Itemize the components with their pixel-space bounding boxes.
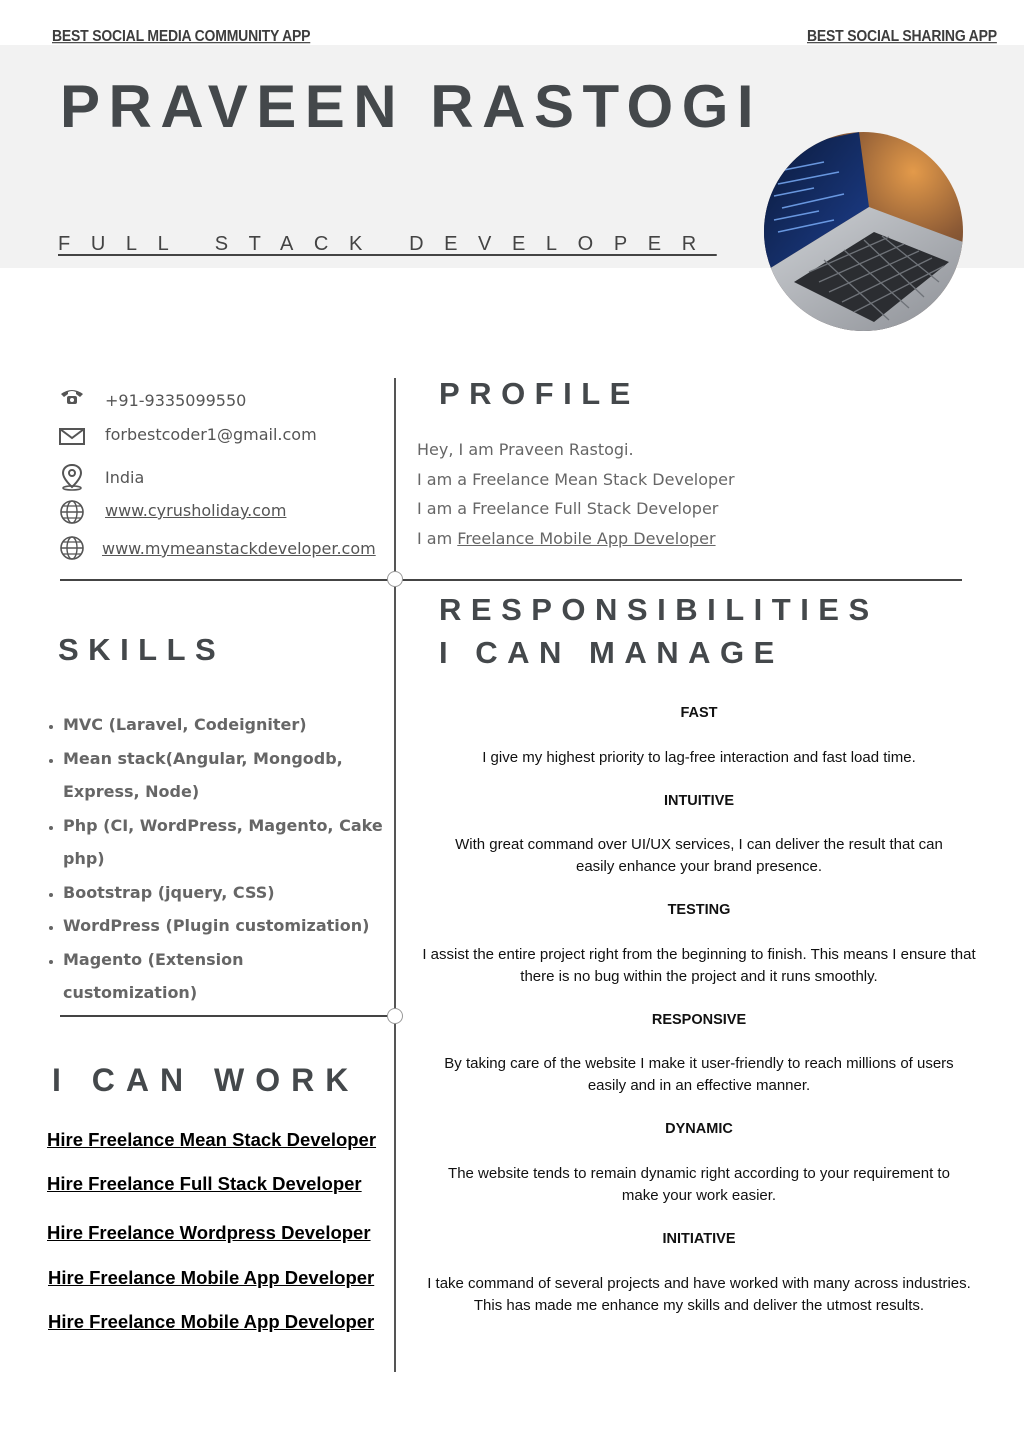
social-sharing-app-link[interactable]: BEST SOCIAL SHARING APP [807,26,997,45]
responsibility-title: FAST [680,705,718,721]
responsibility-title: RESPONSIVE [651,1012,747,1028]
profile-line: I am a Freelance Mean Stack Developer [417,470,735,489]
horizontal-divider-top [60,579,962,581]
phone-icon [59,386,85,412]
envelope-icon [59,426,85,452]
hire-mean-stack-link[interactable]: Hire Freelance Mean Stack Developer [47,1129,377,1150]
skill-item: • Magento (Extension customization) [63,943,383,1010]
hire-mobile-app-link[interactable]: Hire Freelance Mobile App Developer [48,1267,375,1288]
skills-heading: SKILLS [58,632,226,667]
profile-photo [764,132,963,331]
responsibility-text: With great command over UI/UX services, I can deliver the result that can easily enhance your brand presence. [455,836,943,875]
responsibility-text: By taking care of the website I make it user-friendly to reach millions of users easily and in an effective manner. [444,1055,954,1094]
hire-mobile-app-link-2[interactable]: Hire Freelance Mobile App Developer [48,1311,375,1332]
skill-item: • Mean stack(Angular, Mongodb, Express, Node) [63,742,383,809]
work-heading: I CAN WORK [52,1062,360,1098]
email-address[interactable]: forbestcoder1@gmail.com [105,425,317,444]
profile-line-prefix: I am [417,529,458,548]
profile-line [417,529,716,548]
responsibility-text: I assist the entire project right from the beginning to finish. This means I ensure that there is no bug within the project and it runs smoothly. [422,946,976,985]
responsibility-text: I give my highest priority to lag-free interaction and fast load time. [482,749,916,766]
globe-icon [59,499,85,525]
skill-item: • Bootstrap (jquery, CSS) [63,876,383,910]
responsibilities-heading: RESPONSIBILITIES [439,592,879,627]
map-pin-icon [59,463,85,489]
profile-line: I am a Freelance Full Stack Developer [417,499,719,518]
website-link-2[interactable]: www.mymeanstackdeveloper.com [102,539,376,558]
responsibility-title: INTUITIVE [663,793,735,809]
hire-wordpress-link[interactable]: Hire Freelance Wordpress Developer [47,1222,371,1243]
profile-line: Hey, I am Praveen Rastogi. [417,440,634,459]
phone-number: +91-9335099550 [105,391,247,410]
skill-item: • WordPress (Plugin customization) [63,909,383,943]
horizontal-divider-left [60,1015,394,1017]
responsibility-title: DYNAMIC [665,1121,733,1137]
mobile-app-developer-link[interactable]: Freelance Mobile App Developer [457,529,716,548]
person-name: PRAVEEN RASTOGI [60,73,763,140]
profile-heading: PROFILE [439,376,640,411]
vertical-divider [394,378,396,1372]
responsibilities-subheading: I CAN MANAGE [439,635,784,670]
job-title: FULL STACK DEVELOPER [58,233,717,255]
skills-list [44,708,383,1010]
responsibility-title: TESTING [667,902,731,918]
hire-full-stack-link[interactable]: Hire Freelance Full Stack Developer [47,1173,362,1194]
globe-icon [59,535,85,561]
responsibility-text: I take command of several projects and have worked with many across industries. This has made me enhance my skills and deliver the utmost results. [427,1275,971,1314]
divider-node [387,1008,403,1024]
social-media-app-link[interactable]: BEST SOCIAL MEDIA COMMUNITY APP [52,26,311,45]
responsibility-text: The website tends to remain dynamic right according to your requirement to make your work easier. [448,1165,950,1204]
responsibility-title: INITIATIVE [662,1231,736,1247]
location-text: India [105,468,145,487]
divider-node [387,571,403,587]
skill-item: • MVC (Laravel, Codeigniter) [63,708,383,742]
website-link-1[interactable]: www.cyrusholiday.com [105,501,287,520]
skill-item: • Php (CI, WordPress, Magento, Cake php) [63,809,383,876]
